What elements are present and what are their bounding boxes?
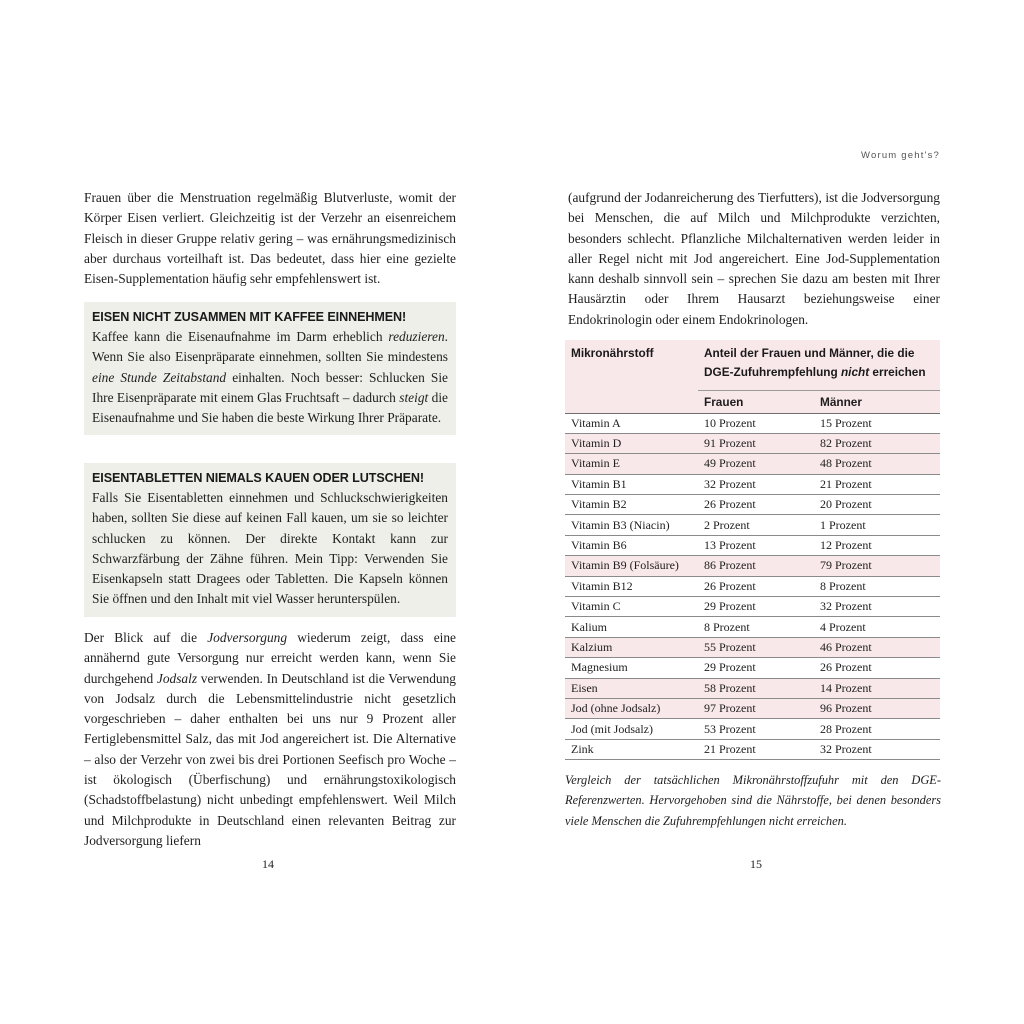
header-women: Frauen [698, 390, 814, 413]
cell-nutrient: Vitamin A [565, 413, 698, 433]
cell-men: 14 Prozent [814, 678, 940, 698]
text-run: wiederum zeigt, dass eine annähernd gute Versorgung nur erreicht werden kann, wenn Sie durchgehend [84, 630, 457, 686]
cell-nutrient: Jod (ohne Jodsalz) [565, 698, 698, 718]
table-row [565, 678, 940, 698]
page-number-left: 14 [262, 857, 274, 871]
left-paragraph-2 [84, 628, 456, 851]
text-run: Jodsalz [156, 670, 198, 686]
text-run: Falls Sie Eisentabletten einnehmen und Schluckschwierigkeiten haben, sollten Sie diese auf keinen Fall kauen, um sie so leichter schlucken zu können. Der direkte Kontakt kann zur Schwarzfärbung der Zähne führen. Mein Tipp: Verwenden Sie Eisenkapseln statt Dragees oder Tabletten. Die Kapseln können Sie öffnen und den Inhalt mit viel Wasser herunterspülen. [92, 490, 448, 607]
cell-nutrient: Vitamin B2 [565, 495, 698, 515]
cell-men: 96 Prozent [814, 698, 940, 718]
cell-men: 79 Prozent [814, 556, 940, 576]
cell-women: 58 Prozent [698, 678, 814, 698]
tip-box-coffee-text [92, 327, 448, 428]
cell-men: 20 Prozent [814, 495, 940, 515]
table-row [565, 739, 940, 759]
text-run: eine Stunde Zeitabstand [92, 369, 227, 385]
header-description-line-2 [704, 363, 940, 382]
subheader-blank [565, 390, 698, 413]
table-row [565, 576, 940, 596]
tip-box-chewing [84, 463, 456, 617]
cell-women: 55 Prozent [698, 637, 814, 657]
text-run: steigt [399, 389, 429, 405]
text-run: . Wenn Sie also Eisenpräparate einnehmen, sollten Sie mindestens [92, 329, 448, 365]
table-row [565, 515, 940, 535]
cell-women: 91 Prozent [698, 433, 814, 453]
cell-women: 21 Prozent [698, 739, 814, 759]
cell-women: 13 Prozent [698, 535, 814, 555]
cell-women: 26 Prozent [698, 495, 814, 515]
cell-nutrient: Vitamin B1 [565, 474, 698, 494]
page-number-right: 15 [750, 857, 762, 871]
cell-men: 46 Prozent [814, 637, 940, 657]
cell-men: 15 Prozent [814, 413, 940, 433]
right-paragraph-1 [568, 188, 940, 330]
text-run: verwenden. In Deutschland ist die Verwendung von Jodsalz durch die Lebensmittelindustrie nicht gesetzlich vorgeschrieben – daher enthalten bei uns nur 9 Prozent aller Fertiglebensmittel Salz, das mit Jod angereichert ist. Die Alternative – also der Verzehr von zwei bis drei Portionen Seefisch pro Woche – ist ökologisch (Überfischung) und ernährungstoxikologisch (Schadstoffbelastung) nicht unbedingt empfehlenswert. Weil Milch und Milchprodukte in Deutschland einen relevanten Beitrag zur Jodversorgung liefern [84, 670, 456, 848]
table-row [565, 637, 940, 657]
cell-men: 12 Prozent [814, 535, 940, 555]
cell-nutrient: Vitamin B12 [565, 576, 698, 596]
table-header-row [565, 340, 940, 390]
cell-nutrient: Jod (mit Jodsalz) [565, 719, 698, 739]
cell-men: 4 Prozent [814, 617, 940, 637]
cell-men: 82 Prozent [814, 433, 940, 453]
text-run: reduzieren [388, 329, 445, 344]
cell-men: 26 Prozent [814, 658, 940, 678]
cell-women: 2 Prozent [698, 515, 814, 535]
cell-nutrient: Eisen [565, 678, 698, 698]
header-men: Männer [814, 390, 940, 413]
cell-nutrient: Vitamin B9 (Folsäure) [565, 556, 698, 576]
cell-women: 32 Prozent [698, 474, 814, 494]
cell-women: 49 Prozent [698, 454, 814, 474]
table-row [565, 719, 940, 739]
table-row [565, 495, 940, 515]
tip-box-coffee-title: EISEN NICHT ZUSAMMEN MIT KAFFEE EINNEHMEN! [92, 310, 407, 324]
table-row [565, 474, 940, 494]
cell-men: 48 Prozent [814, 454, 940, 474]
cell-nutrient: Magnesium [565, 658, 698, 678]
cell-women: 97 Prozent [698, 698, 814, 718]
table-row [565, 617, 940, 637]
cell-men: 28 Prozent [814, 719, 940, 739]
cell-women: 26 Prozent [698, 576, 814, 596]
header-description-line-1: Anteil der Frauen und Männer, die die [704, 346, 915, 360]
text-run: einhalten. Noch besser: Schlucken Sie Ihre Eisenpräparate mit einem Glas Fruchtsaft – dadurch [92, 369, 448, 405]
header-description [698, 340, 940, 390]
cell-men: 32 Prozent [814, 739, 940, 759]
text-run: Frauen über die Menstruation regelmäßig Blutverluste, womit der Körper Eisen verliert. Gleichzeitig ist der Verzehr an eisenreichem Fleisch in dieser Gruppe relativ gering – was ernährungsmedizinisch aber durchaus vorteilhaft ist. Das bedeutet, dass hier eine gezielte Eisen-Supplementation häufig sehr empfehlenswert ist. [84, 190, 456, 287]
cell-nutrient: Vitamin E [565, 454, 698, 474]
tip-box-chewing-text [92, 488, 448, 610]
cell-nutrient: Kalzium [565, 637, 698, 657]
table-row [565, 556, 940, 576]
tip-box-coffee [84, 302, 456, 435]
table-row [565, 433, 940, 453]
text-run: Jodversorgung [207, 630, 288, 645]
cell-women: 86 Prozent [698, 556, 814, 576]
cell-women: 29 Prozent [698, 597, 814, 617]
text-run: Der Blick auf die [84, 630, 208, 645]
cell-men: 21 Prozent [814, 474, 940, 494]
table-row [565, 597, 940, 617]
table-row [565, 698, 940, 718]
table-row [565, 535, 940, 555]
cell-men: 32 Prozent [814, 597, 940, 617]
cell-nutrient: Vitamin D [565, 433, 698, 453]
text-run: (aufgrund der Jodanreicherung des Tierfutters), ist die Jodversorgung bei Menschen, die auf Milch und Milchprodukte verzichten, besonders schlecht. Pflanzliche Milchalternativen werden leider in aller Regel nicht mit Jod angereichert. Eine Jod-Supplementation kann deshalb sinnvoll sein – sprechen Sie dazu am besten mit Ihrer Hausärztin oder Ihrem Hausarzt beziehungsweise einer Endokrinologin oder einem Endokrinologen. [568, 190, 940, 327]
cell-women: 10 Prozent [698, 413, 814, 433]
table-row [565, 658, 940, 678]
running-header: Worum geht's? [860, 150, 940, 161]
cell-women: 29 Prozent [698, 658, 814, 678]
tip-box-chewing-title: EISENTABLETTEN NIEMALS KAUEN ODER LUTSCHEN! [92, 471, 425, 485]
table-row [565, 454, 940, 474]
cell-women: 53 Prozent [698, 719, 814, 739]
nutrient-table [565, 340, 940, 760]
table-caption: Vergleich der tatsächlichen Mikronährstoffzufuhr mit den DGE-Referenzwerten. Hervorgehoben sind die Nährstoffe, bei denen besonders viele Menschen die Zufuhrempfehlungen nicht erreichen. [565, 773, 941, 828]
cell-men: 8 Prozent [814, 576, 940, 596]
left-paragraph-1 [84, 188, 456, 289]
header-nutrient: Mikronährstoff [565, 340, 698, 390]
header-description-pre: DGE-Zufuhrempfehlung [704, 365, 841, 379]
table-row [565, 413, 940, 433]
cell-men: 1 Prozent [814, 515, 940, 535]
table-body [565, 413, 940, 760]
cell-nutrient: Zink [565, 739, 698, 759]
table-subheader-row [565, 390, 940, 413]
cell-nutrient: Kalium [565, 617, 698, 637]
cell-nutrient: Vitamin B6 [565, 535, 698, 555]
cell-nutrient: Vitamin C [565, 597, 698, 617]
text-run: die Eisenaufnahme und Sie haben die beste Wirkung Ihrer Präparate. [92, 389, 448, 426]
header-description-post: erreichen [869, 365, 926, 379]
text-run: Kaffee kann die Eisenaufnahme im Darm erheblich [92, 329, 389, 344]
cell-women: 8 Prozent [698, 617, 814, 637]
header-description-emphasis: nicht [840, 365, 870, 379]
cell-nutrient: Vitamin B3 (Niacin) [565, 515, 698, 535]
